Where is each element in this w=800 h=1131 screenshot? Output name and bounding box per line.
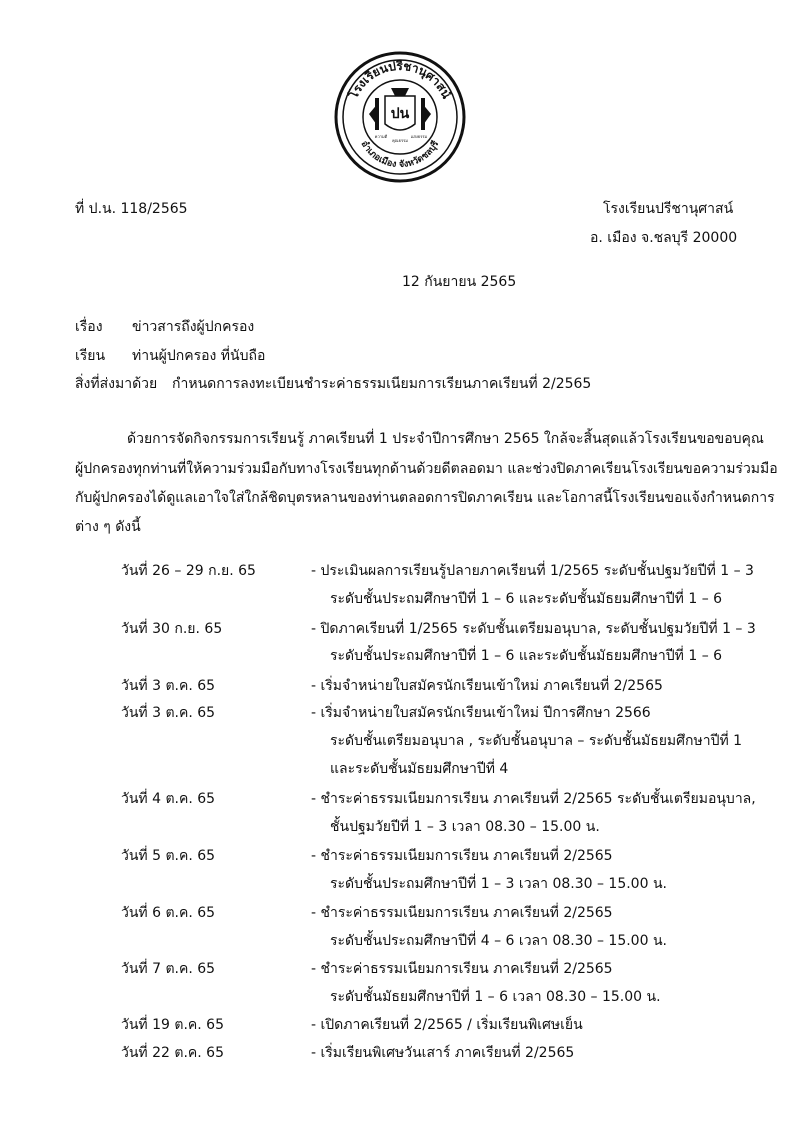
seal-bottom-text: อำเภอเมือง จังหวัดชลบุรี [358,139,442,171]
schedule-detail: ระดับชั้นประถมศึกษาปีที่ 1 – 6 และระดับชั้นมัธยมศึกษาปีที่ 1 – 6 [330,591,723,607]
schedule-date: วันที่ 3 ต.ค. 65 [121,678,216,694]
to-label: เรียน [75,348,106,364]
seal-monogram: ปน [390,106,410,122]
schedule-detail: และระดับชั้นมัธยมศึกษาปีที่ 4 [330,761,509,777]
schedule-date: วันที่ 30 ก.ย. 65 [121,621,223,637]
enclosure-label: สิ่งที่ส่งมาด้วย [75,376,158,392]
reference-number: ที่ ป.น. 118/2565 [75,201,188,217]
schedule-detail: ระดับชั้นประถมศึกษาปีที่ 1 – 3 เวลา 08.30 – 15.00 น. [330,876,667,892]
body-line-1: ด้วยการจัดกิจกรรมการเรียนรู้ ภาคเรียนที่ 1 ประจำปีการศึกษา 2565 ใกล้จะสิ้นสุดแล้วโรงเรียนขอขอบคุณ [127,431,764,447]
schedule-detail: ระดับชั้นประถมศึกษาปีที่ 4 – 6 เวลา 08.30 – 15.00 น. [330,933,667,949]
to-text: ท่านผู้ปกครอง ที่นับถือ [132,348,266,364]
schedule-detail: ชั้นปฐมวัยปีที่ 1 – 3 เวลา 08.30 – 15.00 น. [330,819,600,835]
schedule-detail: - เริ่มเรียนพิเศษวันเสาร์ ภาคเรียนที่ 2/2565 [311,1045,575,1061]
seal-motto-right: แสงธรรม [410,134,428,139]
body-line-4: ต่าง ๆ ดังนี้ [75,519,141,535]
body-line-2: ผู้ปกครองทุกท่านที่ให้ความร่วมมือกับทางโรงเรียนทุกด้านด้วยดีตลอดมา และช่วงปิดภาคเรียนโรงเรียนขอความร่วมมือ [75,461,778,477]
schedule-date: วันที่ 19 ต.ค. 65 [121,1017,224,1033]
schedule-date: วันที่ 3 ต.ค. 65 [121,705,216,721]
seal-top-text: โรงเรียนปรีชานุศาสน์ [346,58,454,101]
school-name: โรงเรียนปรีชานุศาสน์ [603,201,734,217]
schedule-detail: - ชำระค่าธรรมเนียมการเรียน ภาคเรียนที่ 2/2565 [311,905,613,921]
schedule-detail: - ประเมินผลการเรียนรู้ปลายภาคเรียนที่ 1/2565 ระดับชั้นปฐมวัยปีที่ 1 – 3 [311,563,754,579]
seal-motto-left: ความดี [374,134,388,139]
seal-motto-center: คุณธรรม [392,138,408,143]
schedule-date: วันที่ 4 ต.ค. 65 [121,791,216,807]
schedule-detail: - ชำระค่าธรรมเนียมการเรียน ภาคเรียนที่ 2/2565 [311,961,613,977]
subject-text: ข่าวสารถึงผู้ปกครอง [132,319,255,335]
schedule-detail: - เปิดภาคเรียนที่ 2/2565 / เริ่มเรียนพิเศษเย็น [311,1017,583,1033]
schedule-date: วันที่ 22 ต.ค. 65 [121,1045,224,1061]
subject-label: เรื่อง [75,319,103,335]
schedule-detail: - เริ่มจำหน่ายใบสมัครนักเรียนเข้าใหม่ ปีการศึกษา 2566 [311,705,651,721]
enclosure-text: กำหนดการลงทะเบียนชำระค่าธรรมเนียมการเรียนภาคเรียนที่ 2/2565 [172,376,592,392]
schedule-date: วันที่ 7 ต.ค. 65 [121,961,216,977]
school-address: อ. เมือง จ.ชลบุรี 20000 [590,230,738,246]
school-seal [333,38,467,196]
schedule-detail: - ปิดภาคเรียนที่ 1/2565 ระดับชั้นเตรียมอนุบาล, ระดับชั้นปฐมวัยปีที่ 1 – 3 [311,621,756,637]
letter-date: 12 กันยายน 2565 [402,274,517,290]
schedule-detail: ระดับชั้นเตรียมอนุบาล , ระดับชั้นอนุบาล – ระดับชั้นมัธยมศึกษาปีที่ 1 [330,733,743,749]
schedule-detail: - เริ่มจำหน่ายใบสมัครนักเรียนเข้าใหม่ ภาคเรียนที่ 2/2565 [311,678,663,694]
schedule-date: วันที่ 26 – 29 ก.ย. 65 [121,563,256,579]
schedule-detail: ระดับชั้นประถมศึกษาปีที่ 1 – 6 และระดับชั้นมัธยมศึกษาปีที่ 1 – 6 [330,648,723,664]
schedule-detail: - ชำระค่าธรรมเนียมการเรียน ภาคเรียนที่ 2/2565 ระดับชั้นเตรียมอนุบาล, [311,791,756,807]
schedule-detail: ระดับชั้นมัธยมศึกษาปีที่ 1 – 6 เวลา 08.30 – 15.00 น. [330,989,661,1005]
schedule-date: วันที่ 5 ต.ค. 65 [121,848,216,864]
body-line-3: กับผู้ปกครองได้ดูแลเอาใจใส่ใกล้ชิดบุตรหลานของท่านตลอดการปิดภาคเรียน และโอกาสนี้โรงเรียนขอแจ้งกำหนดการ [75,490,775,506]
schedule-detail: - ชำระค่าธรรมเนียมการเรียน ภาคเรียนที่ 2/2565 [311,848,613,864]
schedule-date: วันที่ 6 ต.ค. 65 [121,905,216,921]
